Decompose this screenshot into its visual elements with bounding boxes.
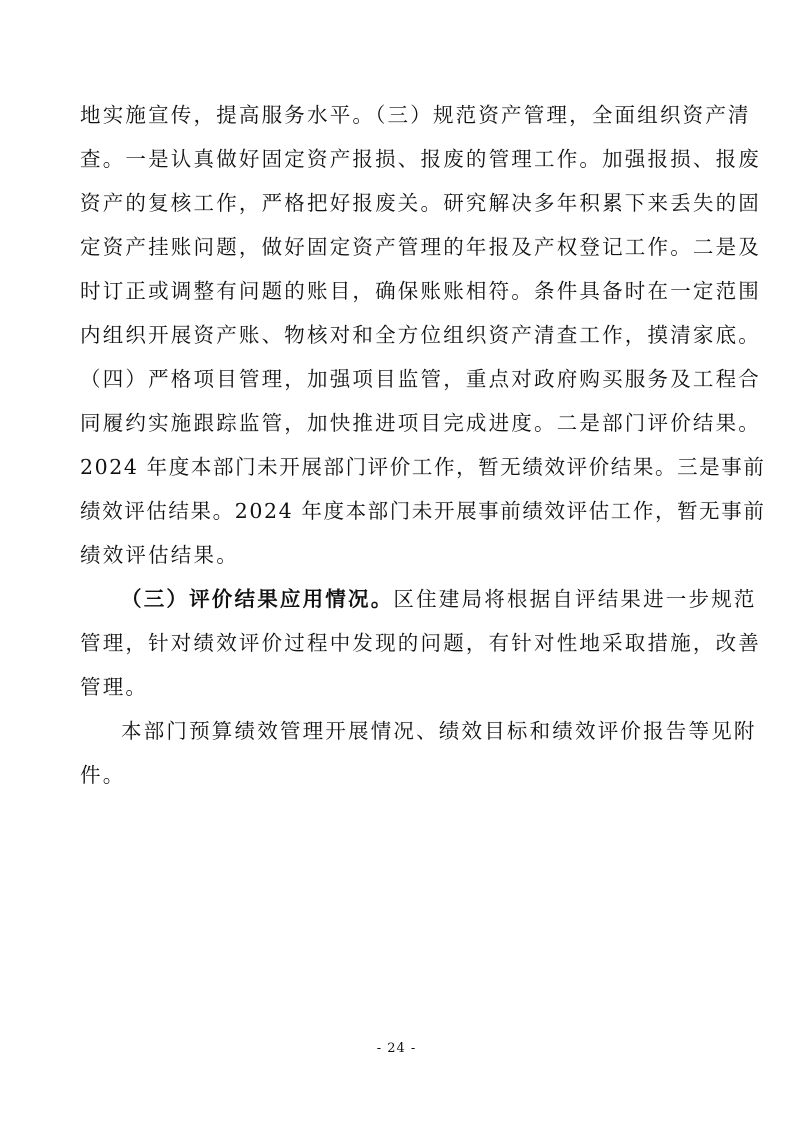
paragraph-line: 绩效评估结果。 <box>80 543 239 567</box>
paragraph-line: 2024 年度本部门未开展部门评价工作，暂无绩效评价结果。三是事前 <box>80 455 766 479</box>
paragraph-line: 时订正或调整有问题的账目，确保账账相符。条件具备时在一定范围 <box>80 279 761 303</box>
section-3-heading: （三）评价结果应用情况。 <box>121 587 394 611</box>
paragraph-line: 同履约实施跟踪监管，加快推进项目完成进度。二是部门评价结果。 <box>80 411 761 435</box>
paragraph-line: 地实施宣传，提高服务水平。（三）规范资产管理，全面组织资产清 <box>80 103 751 127</box>
paragraph-line: 绩效评估结果。2024 年度本部门未开展事前绩效评估工作，暂无事前 <box>80 499 766 523</box>
section-3-line: 管理，针对绩效评价过程中发现的问题，有针对性地采取措施，改善 <box>80 631 761 655</box>
paragraph-line: 查。一是认真做好固定资产报损、报废的管理工作。加强报损、报废 <box>80 147 761 171</box>
section-3-text: 区住建局将根据自评结果进一步规范 <box>393 587 757 611</box>
section-3-line: 管理。 <box>80 675 149 699</box>
paragraph-line: （四）严格项目管理，加强项目监管，重点对政府购买服务及工程合 <box>80 367 761 391</box>
paragraph-line: 定资产挂账问题，做好固定资产管理的年报及产权登记工作。二是及 <box>80 235 761 259</box>
paragraph-line: 资产的复核工作，严格把好报废关。研究解决多年积累下来丢失的固 <box>80 191 761 215</box>
closing-line: 本部门预算绩效管理开展情况、绩效目标和绩效评价报告等见附 <box>121 719 757 743</box>
section-3-first-line <box>121 587 757 611</box>
closing-line: 件。 <box>80 763 126 787</box>
page-number: - 24 - <box>376 1041 417 1056</box>
paragraph-line: 内组织开展资产账、物核对和全方位组织资产清查工作，摸清家底。 <box>80 323 761 347</box>
